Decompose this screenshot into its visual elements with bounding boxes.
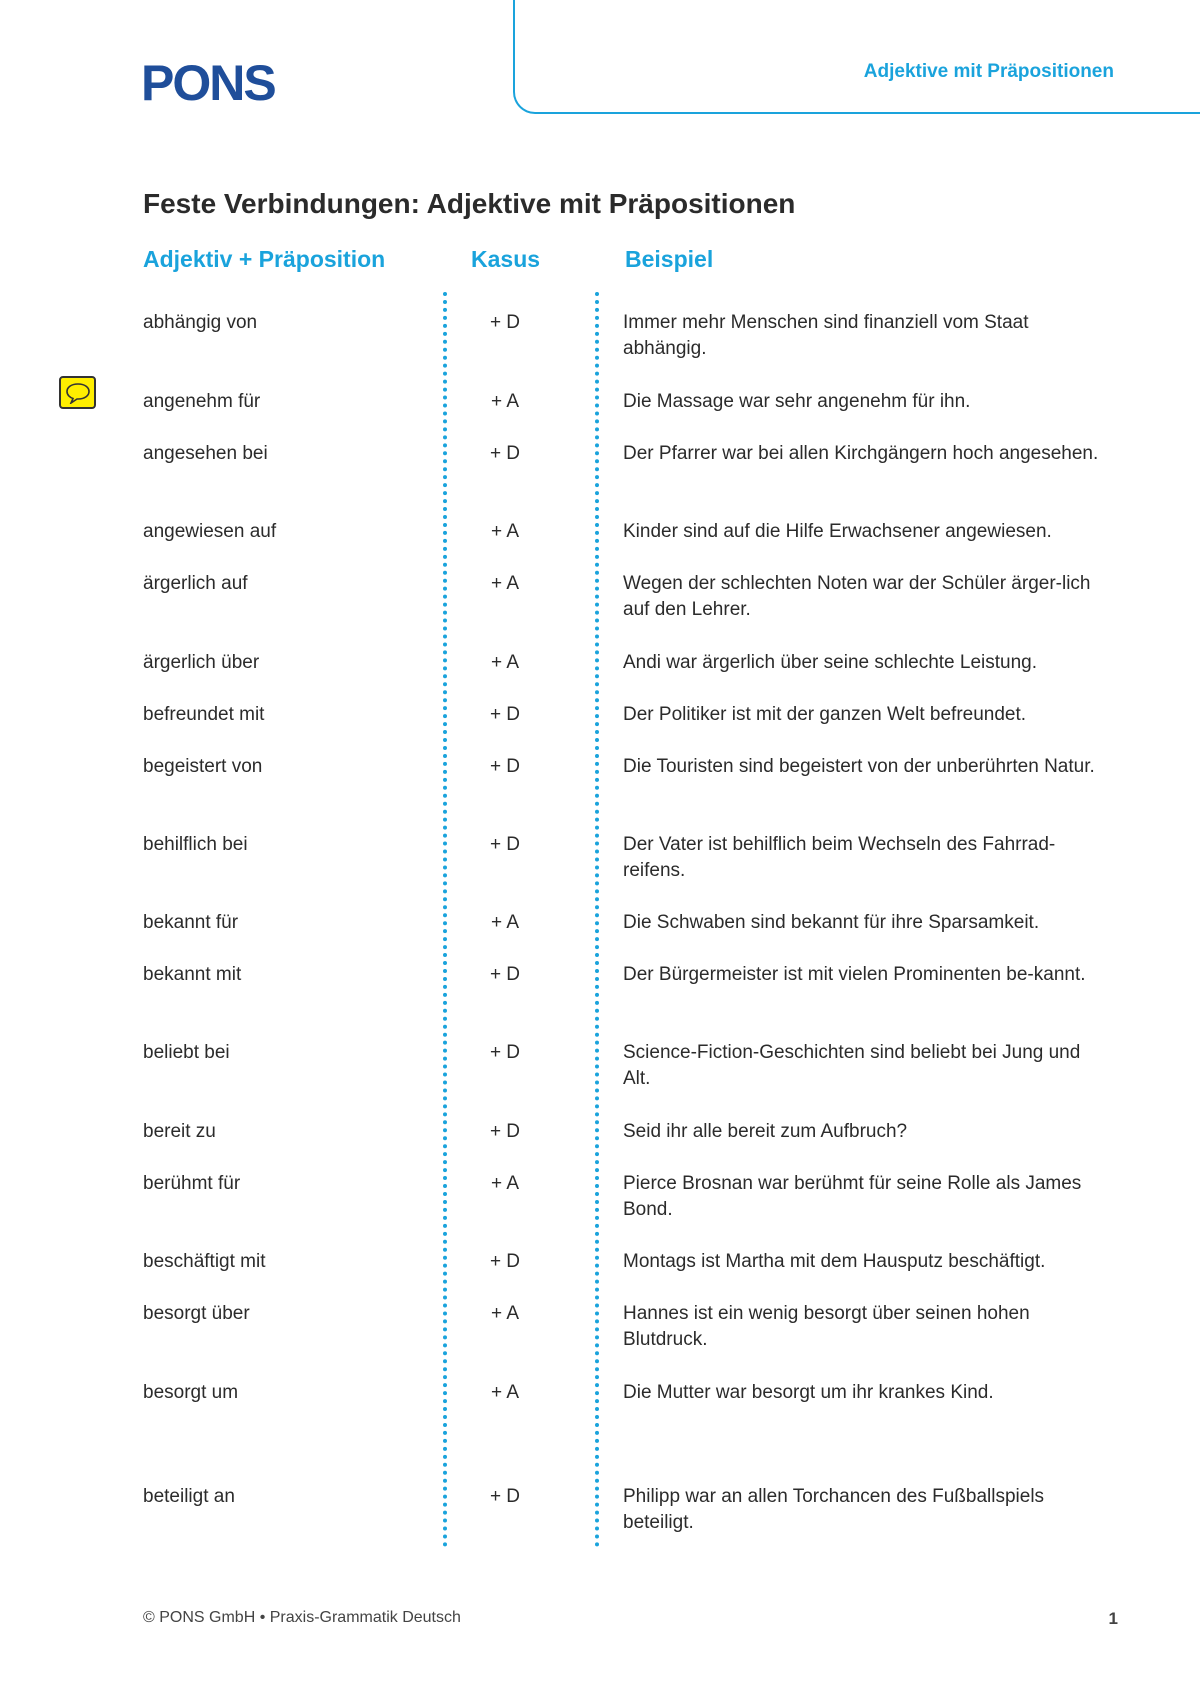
adjective-cell: befreundet mit [143, 704, 265, 725]
case-cell: + A [491, 391, 519, 412]
column-divider-left [443, 292, 447, 1548]
example-cell: Science-Fiction-Geschichten sind beliebt bei Jung und Alt. [623, 1042, 1081, 1089]
adjective-cell: bekannt mit [143, 964, 242, 985]
example-cell: Philipp war an allen Torchancen des Fußballspiels beteiligt. [623, 1486, 1045, 1533]
case-cell: + A [491, 912, 519, 933]
pons-logo: PONS [141, 55, 275, 111]
case-cell: + A [491, 1173, 519, 1194]
case-cell: + D [489, 964, 521, 985]
adjective-cell: berühmt für [143, 1173, 241, 1194]
example-cell: Andi war ärgerlich über seine schlechte Leistung. [623, 652, 1038, 673]
adjective-cell: angesehen bei [143, 443, 268, 464]
adjective-cell: besorgt um [143, 1382, 239, 1403]
example-cell: Hannes ist ein wenig besorgt über seinen hohen Blutdruck. [623, 1303, 1030, 1350]
example-cell: Kinder sind auf die Hilfe Erwachsener angewiesen. [623, 521, 1052, 542]
case-cell: + A [491, 1382, 519, 1403]
speech-bubble-icon[interactable] [59, 376, 96, 409]
example-cell: Immer mehr Menschen sind finanziell vom Staat abhängig. [623, 312, 1029, 359]
page-number: 1 [1108, 1609, 1118, 1628]
adjective-cell: begeistert von [143, 756, 263, 777]
case-cell: + A [491, 1303, 519, 1324]
adjective-cell: abhängig von [143, 312, 258, 333]
case-cell: + D [489, 1486, 521, 1507]
case-cell: + D [489, 312, 521, 333]
example-cell: Die Touristen sind begeistert von der unberührten Natur. [623, 756, 1095, 777]
footer-copyright: © PONS GmbH • Praxis-Grammatik Deutsch [143, 1609, 461, 1626]
column-header-case: Kasus [471, 246, 541, 272]
adjective-cell: beschäftigt mit [143, 1251, 266, 1272]
adjective-cell: bekannt für [143, 912, 239, 933]
case-cell: + D [489, 1121, 521, 1142]
example-cell: Der Politiker ist mit der ganzen Welt befreundet. [623, 704, 1027, 725]
case-cell: + A [491, 521, 519, 542]
case-cell: + D [489, 1251, 521, 1272]
adjective-cell: behilflich bei [143, 834, 248, 855]
adjective-cell: angenehm für [143, 391, 261, 412]
example-cell: Wegen der schlechten Noten war der Schüler ärger-lich auf den Lehrer. [623, 573, 1091, 620]
header-title: Adjektive mit Präpositionen [863, 61, 1114, 82]
case-cell: + D [489, 756, 521, 777]
adjective-cell: beliebt bei [143, 1042, 230, 1063]
case-cell: + A [491, 573, 519, 594]
example-cell: Pierce Brosnan war berühmt für seine Rolle als James Bond. [623, 1173, 1082, 1220]
example-cell: Der Vater ist behilflich beim Wechseln des Fahrrad-reifens. [623, 834, 1056, 881]
case-cell: + D [489, 443, 521, 464]
example-cell: Der Bürgermeister ist mit vielen Prominenten be-kannt. [623, 964, 1086, 985]
column-header-adjective: Adjektiv + Präposition [143, 246, 386, 272]
header-frame [513, 0, 1200, 114]
example-cell: Seid ihr alle bereit zum Aufbruch? [623, 1121, 908, 1142]
page-title: Feste Verbindungen: Adjektive mit Präpositionen [143, 188, 796, 219]
case-cell: + D [489, 1042, 521, 1063]
example-cell: Der Pfarrer war bei allen Kirchgängern hoch angesehen. [623, 443, 1099, 464]
adjective-cell: ärgerlich auf [143, 573, 248, 594]
example-cell: Die Massage war sehr angenehm für ihn. [623, 391, 971, 412]
column-header-example: Beispiel [625, 246, 714, 272]
adjective-cell: angewiesen auf [143, 521, 277, 542]
case-cell: + D [489, 704, 521, 725]
example-cell: Montags ist Martha mit dem Hausputz beschäftigt. [623, 1251, 1046, 1272]
column-divider-right [595, 292, 599, 1548]
example-cell: Die Mutter war besorgt um ihr krankes Kind. [623, 1382, 994, 1403]
adjective-cell: besorgt über [143, 1303, 250, 1324]
example-cell: Die Schwaben sind bekannt für ihre Sparsamkeit. [623, 912, 1040, 933]
case-cell: + D [489, 834, 521, 855]
adjective-cell: ärgerlich über [143, 652, 260, 673]
adjective-cell: bereit zu [143, 1121, 216, 1142]
adjective-cell: beteiligt an [143, 1486, 235, 1507]
case-cell: + A [491, 652, 519, 673]
